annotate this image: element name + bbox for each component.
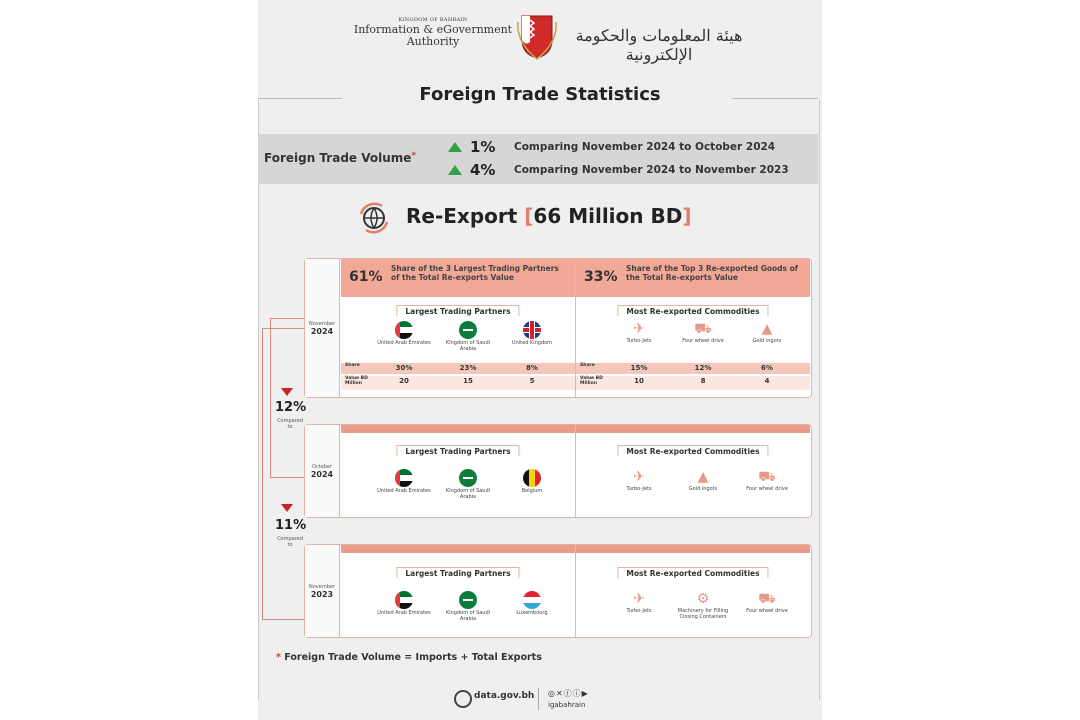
machinery-icon: ⚙	[696, 591, 710, 607]
value-row	[576, 376, 810, 390]
luxembourg-flag-icon	[523, 591, 541, 609]
belgium-flag-icon	[523, 469, 541, 487]
commodity-item	[674, 321, 732, 345]
saudi-flag-icon	[459, 321, 477, 339]
share-value: 23%	[459, 364, 477, 372]
authority-line1: Information & eGovernment	[353, 22, 513, 36]
social-handle[interactable]: igabahrain	[548, 701, 586, 709]
volume-pct: 1%	[470, 138, 496, 156]
goods-share-desc: Share of the Top 3 Re-exported Goods of the Total Re-exports Value	[626, 264, 799, 282]
commodities-panel	[576, 259, 810, 397]
saudi-flag-icon	[459, 469, 477, 487]
compare-label: Compared to	[277, 418, 303, 430]
share-value: 6%	[761, 364, 773, 372]
partners-share-pct: 61%	[349, 269, 383, 285]
period-block-nov-2024	[304, 258, 812, 398]
period-block-nov-2023	[304, 544, 812, 638]
share-label: Share	[580, 363, 595, 368]
share-value: 12%	[694, 364, 712, 372]
partner-name: United Arab Emirates	[377, 488, 431, 494]
value-cell: 8	[700, 377, 706, 385]
car-icon: ⛟	[758, 591, 776, 607]
period-year: 2024	[310, 469, 334, 479]
share-row	[341, 363, 575, 374]
commodities-panel	[576, 545, 810, 637]
globe-icon	[454, 690, 472, 708]
partner-name: Kingdom of Saudi Arabia	[445, 610, 491, 622]
commodities-title: Most Re-exported Commodities	[617, 305, 768, 316]
volume-comparison: Comparing November 2024 to October 2024	[514, 141, 776, 153]
authority-name-ar: هيئة المعلومات والحكومة الإلكترونية	[575, 26, 743, 64]
header	[258, 8, 822, 68]
turbojet-icon: ✈	[633, 591, 645, 607]
reexport-value: 66 Million BD	[533, 204, 683, 228]
footer-divider	[538, 688, 539, 710]
page-title: Foreign Trade Statistics	[419, 84, 661, 105]
commodity-item	[674, 469, 732, 493]
uk-flag-icon	[523, 321, 541, 339]
volume-pct: 4%	[470, 161, 496, 179]
partner-item	[375, 469, 433, 495]
reexport-label: Re-Export	[406, 204, 518, 228]
partner-item	[439, 591, 497, 623]
period-month: November	[308, 583, 335, 590]
partner-item	[439, 469, 497, 501]
partners-panel	[341, 259, 576, 397]
connector-line	[262, 328, 305, 620]
period-date	[305, 259, 340, 397]
commodity-name: Four wheel drive	[746, 486, 788, 492]
commodity-name: Gold ingots	[752, 338, 782, 344]
commodity-item	[610, 469, 668, 493]
uae-flag-icon	[395, 591, 413, 609]
compare-pct: 12%	[275, 400, 307, 415]
turbojet-icon: ✈	[633, 469, 645, 485]
kingdom-label: KINGDOM OF BAHRAIN	[398, 17, 468, 23]
commodity-item	[674, 591, 732, 621]
share-row	[576, 363, 810, 374]
commodity-name: Four wheel drive	[746, 608, 788, 614]
saudi-flag-icon	[459, 591, 477, 609]
trade-volume-text: Foreign Trade Volume	[264, 151, 412, 165]
partners-panel	[341, 425, 576, 517]
commodities-title: Most Re-exported Commodities	[617, 445, 768, 456]
commodity-name: Turbo-Jets	[626, 608, 652, 614]
partners-share-desc: Share of the 3 Largest Trading Partners of the Total Re-exports Value	[391, 264, 559, 282]
compare-pct: 11%	[275, 518, 307, 533]
partner-item	[503, 469, 561, 495]
footnote	[276, 652, 542, 663]
infographic-page	[258, 0, 822, 720]
partner-name: Belgium	[521, 488, 543, 494]
partners-title: Largest Trading Partners	[396, 445, 519, 456]
partner-item	[375, 321, 433, 347]
gold-ingot-icon: ▲	[697, 469, 709, 485]
value-cell: 20	[399, 377, 409, 385]
authority-line2: Authority	[406, 35, 460, 49]
car-icon: ⛟	[758, 469, 776, 485]
bracket-open: [	[524, 204, 534, 228]
reexport-globe-icon	[358, 202, 390, 234]
footnote-text: Foreign Trade Volume = Imports + Total Exports	[284, 652, 542, 663]
gold-ingot-icon: ▲	[761, 321, 773, 337]
up-arrow-icon	[448, 142, 462, 152]
volume-comparison: Comparing November 2024 to November 2023	[514, 164, 789, 176]
period-month: October	[311, 463, 332, 470]
value-cell: 15	[463, 377, 473, 385]
bahrain-emblem-icon	[516, 12, 558, 60]
authority-name-en	[348, 18, 518, 49]
reexport-heading	[258, 200, 822, 236]
partner-item	[503, 321, 561, 347]
partner-item	[439, 321, 497, 353]
partner-item	[503, 591, 561, 617]
commodity-item	[738, 591, 796, 615]
goods-share-pct: 33%	[584, 269, 618, 285]
commodities-title: Most Re-exported Commodities	[617, 567, 768, 578]
period-month: November	[308, 320, 335, 327]
commodity-name: Machinery for Filling Closing Containers	[677, 608, 729, 620]
share-value: 15%	[630, 364, 648, 372]
partner-name: United Arab Emirates	[377, 610, 431, 616]
period-year: 2024	[310, 326, 334, 336]
commodity-item	[610, 591, 668, 615]
value-label: Value BD Million	[580, 376, 603, 386]
value-cell: 5	[529, 377, 535, 385]
partner-item	[375, 591, 433, 617]
commodity-name: Gold ingots	[688, 486, 718, 492]
value-cell: 4	[764, 377, 770, 385]
down-arrow-icon	[281, 504, 293, 512]
website-link[interactable]: data.gov.bh	[474, 691, 535, 701]
volume-row	[448, 159, 789, 181]
commodity-name: Turbo-Jets	[626, 486, 652, 492]
share-label: Share	[345, 363, 360, 368]
commodity-item	[610, 321, 668, 345]
partner-name: Kingdom of Saudi Arabia	[445, 488, 491, 500]
share-value: 30%	[395, 364, 413, 372]
partner-name: Luxembourg	[516, 610, 548, 616]
partners-share-header	[341, 259, 575, 297]
commodity-item	[738, 469, 796, 493]
partners-title: Largest Trading Partners	[396, 567, 519, 578]
trade-volume-band	[258, 134, 818, 184]
commodity-name: Four wheel drive	[682, 338, 724, 344]
partner-name: Kingdom of Saudi Arabia	[445, 340, 491, 352]
social-icons[interactable]: ◎✕ⓕⓘ▶	[548, 689, 589, 698]
period-date	[305, 425, 340, 517]
commodities-panel	[576, 425, 810, 517]
value-cell: 10	[634, 377, 644, 385]
partner-name: United Arab Emirates	[377, 340, 431, 346]
period-year: 2023	[310, 589, 334, 599]
commodity-item	[738, 321, 796, 345]
commodity-name: Turbo-Jets	[626, 338, 652, 344]
down-arrow-icon	[281, 388, 293, 396]
car-icon: ⛟	[694, 321, 712, 337]
uae-flag-icon	[395, 469, 413, 487]
share-value: 8%	[526, 364, 538, 372]
value-label: Value BD Million	[345, 376, 368, 386]
bracket-close: ]	[682, 204, 692, 228]
partners-panel	[341, 545, 576, 637]
goods-share-header	[576, 259, 810, 297]
footer-bar	[258, 686, 822, 714]
period-date	[305, 545, 340, 637]
volume-row	[448, 136, 775, 158]
compare-label: Compared to	[277, 536, 303, 548]
turbojet-icon: ✈	[633, 321, 645, 337]
footnote-star: *	[411, 151, 417, 161]
reexport-title	[406, 204, 691, 228]
partners-title: Largest Trading Partners	[396, 305, 519, 316]
trade-volume-label	[264, 151, 416, 165]
uae-flag-icon	[395, 321, 413, 339]
value-row	[341, 376, 575, 390]
period-block-oct-2024	[304, 424, 812, 518]
partner-name: United Kingdom	[511, 340, 553, 346]
footnote-star: *	[276, 652, 281, 663]
up-arrow-icon	[448, 165, 462, 175]
